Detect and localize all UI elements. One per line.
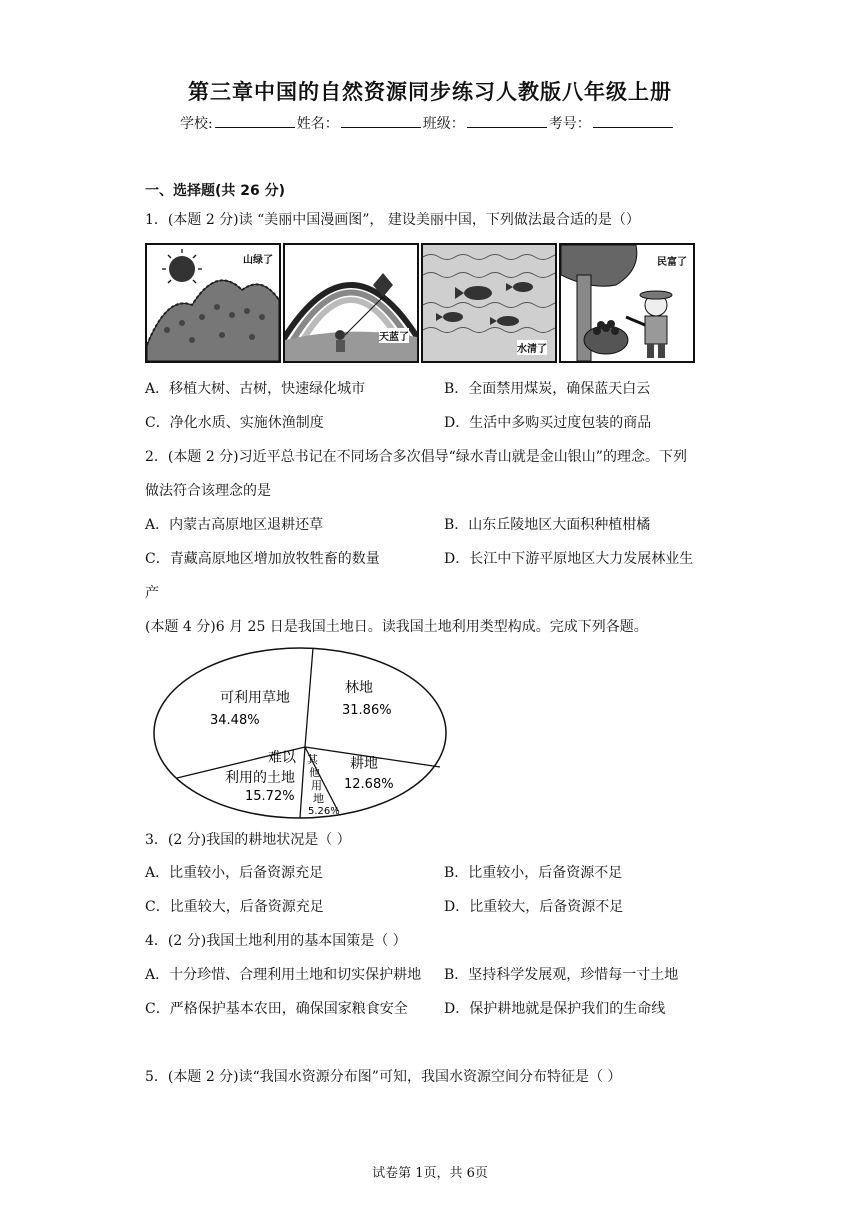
- q2-option-d[interactable]: D．长江中下游平原地区大力发展林业生: [444, 551, 694, 567]
- q1-option-c[interactable]: C．净化水质、实施休渔制度: [145, 415, 324, 431]
- q2-stem-line1: 2．(本题 2 分)习近平总书记在不同场合多次倡导“绿水青山就是金山银山”的理念。下列: [145, 449, 687, 465]
- rainbow-kite-illustration: [285, 245, 417, 361]
- q2-option-c[interactable]: C．青藏高原地区增加放牧牲畜的数量: [145, 551, 380, 567]
- group-stem: (本题 4 分)6 月 25 日是我国土地日。读我国土地利用类型构成。完成下列各题。: [145, 619, 648, 635]
- q3-option-c[interactable]: C．比重较大，后备资源充足: [145, 899, 324, 915]
- slice-value-forest: 31.86%: [342, 703, 392, 718]
- q1-option-d[interactable]: D．生活中多购买过度包装的商品: [444, 415, 652, 431]
- slice-label-forest: 林地: [345, 680, 373, 696]
- school-blank[interactable]: [215, 113, 295, 128]
- slice-value-hard: 15.72%: [245, 789, 295, 804]
- exam-no-label: 考号：: [548, 116, 591, 132]
- q3-stem: 3．(2 分)我国的耕地状况是（ ）: [145, 832, 351, 848]
- q4-stem: 4．(2 分)我国土地利用的基本国策是（ ）: [145, 933, 407, 949]
- slice-label-hard-line2: 利用的土地: [225, 770, 295, 786]
- q4-option-b[interactable]: B．坚持科学发展观，珍惜每一寸土地: [444, 967, 679, 983]
- class-label: 班级：: [422, 116, 465, 132]
- comic-panel-people: [559, 243, 695, 363]
- q2-option-d-continued: 产: [145, 585, 159, 601]
- name-blank[interactable]: [341, 113, 421, 128]
- class-blank[interactable]: [467, 113, 547, 128]
- school-label: 学校:: [180, 116, 213, 132]
- slice-value-other: 5.26%: [308, 806, 340, 817]
- panel-label-people: 民富了: [657, 253, 687, 268]
- exam-no-blank[interactable]: [593, 113, 673, 128]
- q3-option-b[interactable]: B．比重较小，后备资源不足: [444, 865, 623, 881]
- comic-panel-sky: [283, 243, 419, 363]
- q1-option-a[interactable]: A．移植大树、古树，快速绿化城市: [145, 381, 366, 397]
- q2-option-a[interactable]: A．内蒙古高原地区退耕还草: [145, 517, 324, 533]
- q2-option-b[interactable]: B．山东丘陵地区大面积种植柑橘: [444, 517, 651, 533]
- comic-panel-mountains: [145, 243, 281, 363]
- slice-value-grass: 34.48%: [210, 713, 260, 728]
- q3-option-a[interactable]: A．比重较小，后备资源充足: [145, 865, 324, 881]
- q4-option-a[interactable]: A．十分珍惜、合理利用土地和切实保护耕地: [145, 967, 422, 983]
- land-use-pie-chart: [150, 642, 450, 824]
- q1-option-b[interactable]: B．全面禁用煤炭，确保蓝天白云: [444, 381, 651, 397]
- q2-stem-line2: 做法符合该理念的是: [145, 483, 271, 499]
- q4-option-d[interactable]: D．保护耕地就是保护我们的生命线: [444, 1001, 666, 1017]
- q5-stem: 5．(本题 2 分)读“我国水资源分布图”可知，我国水资源空间分布特征是（ ）: [145, 1069, 622, 1085]
- name-label: 姓名：: [296, 116, 339, 132]
- panel-label-water: 水清了: [517, 340, 547, 355]
- q3-option-d[interactable]: D．比重较大，后备资源不足: [444, 899, 624, 915]
- slice-label-other-char4: 地: [313, 792, 324, 805]
- slice-label-hard-line1: 难以: [268, 750, 296, 766]
- q4-option-c[interactable]: C．严格保护基本农田，确保国家粮食安全: [145, 1001, 408, 1017]
- slice-value-farm: 12.68%: [344, 777, 394, 792]
- slice-label-other-char2: 他: [309, 766, 320, 779]
- slice-label-grass: 可利用草地: [220, 690, 290, 706]
- slice-label-other-char3: 用: [311, 779, 322, 792]
- student-info: [180, 113, 675, 133]
- page-footer: 试卷第 1页，共 6页: [372, 1166, 488, 1181]
- pie-outline: [154, 648, 446, 818]
- panel-label-mountain: 山绿了: [243, 251, 273, 266]
- slice-label-other-char1: 其: [307, 753, 318, 766]
- panel-label-sky: 天蓝了: [379, 328, 409, 343]
- page-title: 第三章中国的自然资源同步练习人教版八年级上册: [188, 80, 672, 104]
- q1-stem: 1．(本题 2 分)读 “美丽中国漫画图”， 建设美丽中国，下列做法最合适的是（）: [145, 212, 640, 228]
- comic-panel-water: [421, 243, 557, 363]
- slice-label-farm: 耕地: [350, 756, 378, 772]
- section-title: 一、选择题(共 26 分): [145, 183, 286, 199]
